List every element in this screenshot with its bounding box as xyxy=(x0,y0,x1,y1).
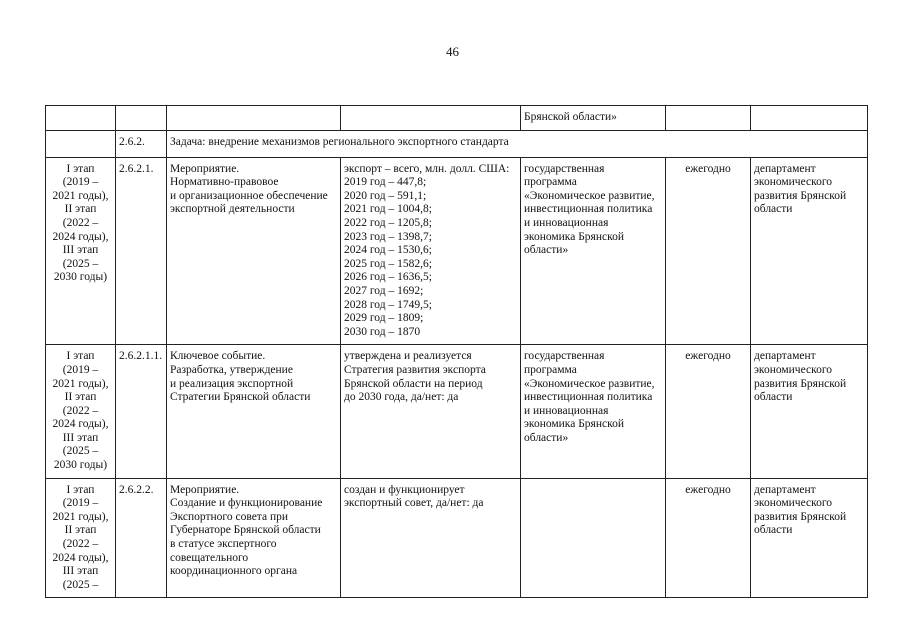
measure-line: Экспортного совета при xyxy=(170,510,289,523)
item-code: 2.6.2.1.1. xyxy=(119,350,163,363)
frequency-text: ежегодно xyxy=(685,162,731,175)
stage-line: (2019 – xyxy=(62,363,99,376)
cell-empty xyxy=(167,106,341,131)
indicator-line: экспорт – всего, млн. долл. США: xyxy=(344,162,510,175)
stage-line: 2021 годы), xyxy=(52,510,109,523)
stage-line: II этап xyxy=(64,391,97,404)
measure-line: Стратегии Брянской области xyxy=(170,391,311,404)
stage-line: (2022 – xyxy=(62,538,99,551)
program-line: инвестиционная политика xyxy=(524,391,653,404)
measure-cell xyxy=(167,478,341,598)
stage-line: I этап xyxy=(66,350,95,363)
program-line: экономика Брянской xyxy=(524,230,625,243)
indicator-line: 2024 год – 1530,6; xyxy=(344,244,432,257)
code-cell xyxy=(116,157,167,345)
stage-line: I этап xyxy=(66,483,95,496)
indicator-line: 2025 год – 1582,6; xyxy=(344,257,432,270)
indicator-line: 2019 год – 447,8; xyxy=(344,176,427,189)
stage-line: 2024 годы), xyxy=(52,418,109,431)
cell-empty xyxy=(751,106,868,131)
frequency-cell xyxy=(666,345,751,478)
measure-line: Губернаторе Брянской области xyxy=(170,524,321,537)
indicator-line: 2021 год – 1004,8; xyxy=(344,203,432,216)
program-line: экономика Брянской xyxy=(524,418,625,431)
table-row xyxy=(46,345,868,478)
responsible-cell xyxy=(751,478,868,598)
measure-line: Нормативно-правовое xyxy=(170,176,279,189)
indicator-line: 2020 год – 591,1; xyxy=(344,189,427,202)
measure-line: в статусе экспертного xyxy=(170,538,277,551)
cell-empty xyxy=(46,106,116,131)
plan-table xyxy=(45,105,868,598)
program-line: государственная xyxy=(524,350,605,363)
program-line: «Экономическое развитие, xyxy=(524,189,655,202)
measure-line: экспортной деятельности xyxy=(170,203,295,216)
program-line: области» xyxy=(524,244,569,257)
code-cell xyxy=(116,345,167,478)
responsible-line: развития Брянской xyxy=(754,377,847,390)
indicator-cell xyxy=(341,345,521,478)
responsible-line: развития Брянской xyxy=(754,510,847,523)
program-line: инвестиционная политика xyxy=(524,203,653,216)
indicator-line: Стратегия развития экспорта xyxy=(344,363,486,376)
measure-line: Создание и функционирование xyxy=(170,497,323,510)
indicator-line: 2023 год – 1398,7; xyxy=(344,230,432,243)
responsible-line: области xyxy=(754,391,793,404)
item-code: 2.6.2.2. xyxy=(119,483,154,496)
program-line: и инновационная xyxy=(524,216,609,229)
stage-line: (2025 – xyxy=(62,445,99,458)
task-text-cell xyxy=(167,130,868,157)
measure-line: Мероприятие. xyxy=(170,162,240,175)
continuation-row xyxy=(46,106,868,131)
stage-line: II этап xyxy=(64,203,97,216)
stage-line: 2030 годы) xyxy=(53,271,108,284)
program-cell xyxy=(521,345,666,478)
indicator-line: 2028 год – 1749,5; xyxy=(344,298,432,311)
stage-line: (2025 – xyxy=(62,578,99,591)
program-line: «Экономическое развитие, xyxy=(524,377,655,390)
indicator-line: 2026 год – 1636,5; xyxy=(344,271,432,284)
stage-line: II этап xyxy=(64,524,97,537)
responsible-cell xyxy=(751,157,868,345)
measure-cell xyxy=(167,345,341,478)
program-cell xyxy=(521,157,666,345)
indicator-line: до 2030 года, да/нет: да xyxy=(344,391,459,404)
indicator-cell xyxy=(341,478,521,598)
program-line: и инновационная xyxy=(524,404,609,417)
frequency-text: ежегодно xyxy=(685,483,731,496)
responsible-line: экономического xyxy=(754,497,833,510)
cell-empty xyxy=(116,106,167,131)
cell-empty xyxy=(46,130,116,157)
stages-cell xyxy=(46,478,116,598)
task-row xyxy=(46,130,868,157)
indicator-line: создан и функционирует xyxy=(344,483,465,496)
stage-line: (2022 – xyxy=(62,404,99,417)
responsible-cell xyxy=(751,345,868,478)
stage-line: III этап xyxy=(62,431,99,444)
indicator-line: экспортный совет, да/нет: да xyxy=(344,497,484,510)
responsible-line: экономического xyxy=(754,363,833,376)
stage-line: III этап xyxy=(62,244,99,257)
responsible-line: области xyxy=(754,524,793,537)
measure-line: Мероприятие. xyxy=(170,483,240,496)
frequency-cell xyxy=(666,478,751,598)
stage-line: (2025 – xyxy=(62,257,99,270)
stage-line: I этап xyxy=(66,162,95,175)
responsible-line: развития Брянской xyxy=(754,189,847,202)
task-text: Задача: внедрение механизмов регионального экспортного стандарта xyxy=(170,135,509,148)
measure-line: Ключевое событие. xyxy=(170,350,266,363)
indicator-line: Брянской области на период xyxy=(344,377,483,390)
indicator-line: утверждена и реализуется xyxy=(344,350,472,363)
measure-line: и организационное обеспечение xyxy=(170,189,328,202)
cell-empty xyxy=(666,106,751,131)
stage-line: 2021 годы), xyxy=(52,189,109,202)
task-code-cell xyxy=(116,130,167,157)
stage-line: 2021 годы), xyxy=(52,377,109,390)
program-line: государственная xyxy=(524,162,605,175)
table-row xyxy=(46,157,868,345)
table-row xyxy=(46,478,868,598)
stage-line: 2024 годы), xyxy=(52,230,109,243)
measure-line: координационного органа xyxy=(170,565,298,578)
stages-cell xyxy=(46,345,116,478)
measure-line: Разработка, утверждение xyxy=(170,363,293,376)
program-line: области» xyxy=(524,431,569,444)
indicator-cell xyxy=(341,157,521,345)
stage-line: (2019 – xyxy=(62,497,99,510)
program-line: программа xyxy=(524,176,577,189)
indicator-line: 2029 год – 1809; xyxy=(344,312,424,325)
stage-line: (2022 – xyxy=(62,216,99,229)
frequency-text: ежегодно xyxy=(685,350,731,363)
measure-line: совещательного xyxy=(170,551,249,564)
task-code: 2.6.2. xyxy=(119,135,145,148)
responsible-line: экономического xyxy=(754,176,833,189)
program-fragment-cell xyxy=(521,106,666,131)
cell-empty xyxy=(341,106,521,131)
stage-line: III этап xyxy=(62,565,99,578)
frequency-cell xyxy=(666,157,751,345)
program-fragment-text: Брянской области» xyxy=(524,111,617,123)
indicator-line: 2022 год – 1205,8; xyxy=(344,216,432,229)
responsible-line: департамент xyxy=(754,350,816,363)
stage-line: 2030 годы) xyxy=(53,459,108,472)
responsible-line: области xyxy=(754,203,793,216)
program-line: программа xyxy=(524,363,577,376)
stages-cell xyxy=(46,157,116,345)
responsible-line: департамент xyxy=(754,162,816,175)
responsible-line: департамент xyxy=(754,483,816,496)
indicator-line: 2030 год – 1870 xyxy=(344,325,421,338)
measure-cell xyxy=(167,157,341,345)
page-number: 46 xyxy=(446,44,459,59)
item-code: 2.6.2.1. xyxy=(119,162,154,175)
measure-line: и реализация экспортной xyxy=(170,377,294,390)
stage-line: 2024 годы), xyxy=(52,551,109,564)
program-cell xyxy=(521,478,666,598)
code-cell xyxy=(116,478,167,598)
indicator-line: 2027 год – 1692; xyxy=(344,284,424,297)
stage-line: (2019 – xyxy=(62,176,99,189)
